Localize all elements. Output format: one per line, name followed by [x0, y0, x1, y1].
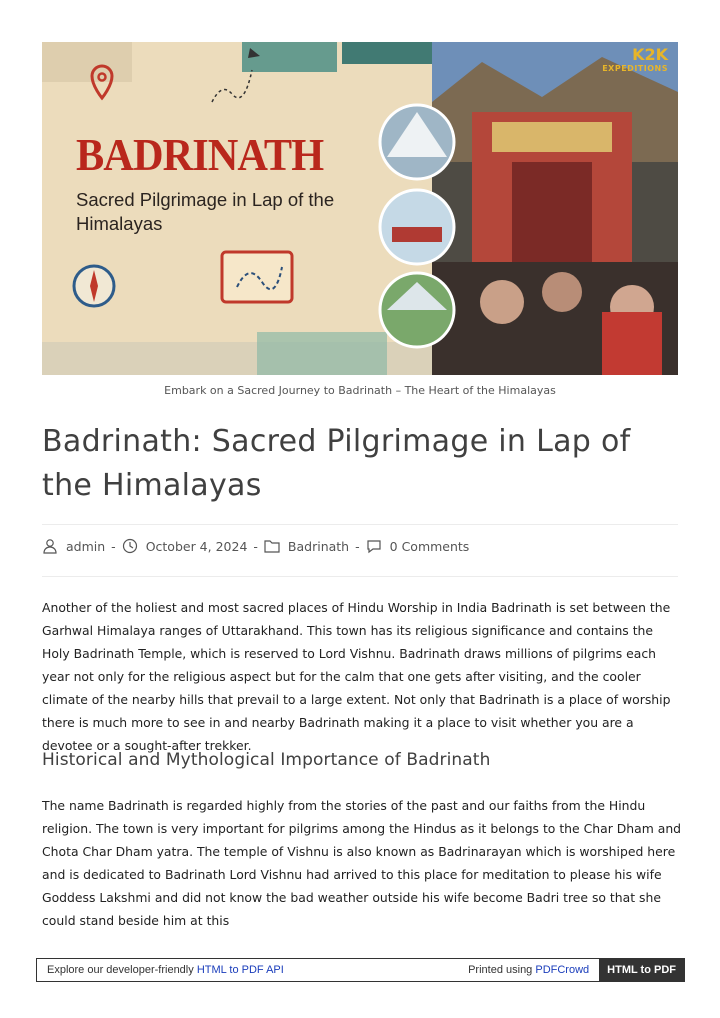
footer-printed [468, 964, 599, 976]
brand-logo [602, 45, 668, 76]
hero-subtitle: Sacred Pilgrimage in Lap of the Himalayas [76, 189, 335, 234]
brand-logo-tagline: EXPEDITIONS [602, 64, 668, 73]
divider-top [42, 524, 678, 525]
post-meta [42, 538, 469, 554]
meta-separator: - [253, 538, 258, 554]
date-link[interactable]: October 4, 2024 [145, 538, 248, 554]
footer-explore-text: Explore our developer-friendly [47, 964, 197, 976]
author-link[interactable]: admin [66, 538, 106, 554]
hero-title: BADRINATH [76, 129, 324, 180]
hero-banner-image [42, 42, 678, 375]
user-icon [42, 538, 58, 554]
section-paragraph: The name Badrinath is regarded highly from the stories of the past and our faiths from the Hindu religion. The town is very important for pilgrims among the Hindus as it belongs to the Char Dham and Chota Char Dham yatra. The temple of Vishnu is also known as Badrinarayan which is worshiped here and is dedicated to Badrinath Lord Vishnu had arrived to this place for meditation to please his wife Goddess Lakshmi and did not know the bad weather outside his wife become Badri tree so that she could stand beside him at this [42, 798, 682, 928]
image-caption: Embark on a Sacred Journey to Badrinath – The Heart of the Himalayas [164, 384, 556, 397]
meta-separator: - [355, 538, 360, 554]
footer-explore [37, 964, 468, 976]
comment-icon [366, 538, 382, 554]
comments-link[interactable]: 0 Comments [389, 538, 470, 554]
clock-icon [122, 538, 138, 554]
intro-paragraph: Another of the holiest and most sacred places of Hindu Worship in India Badrinath is set between the Garhwal Himalaya ranges of Uttarakhand. This town has its religious significance and contains the Holy Badrinath Temple, which is reserved to Lord Vishnu. Badrinath draws millions of pilgrims each year not only for the religious aspect but for the calm that one gets after visiting, and the cooler climate of the nearby hills that prevail to a large extent. Not only that Badrinath is a place of worship there is much more to see in and nearby Badrinath making it a place to visit whether you are a devotee or a sought-after trekker. [42, 600, 671, 753]
category-link[interactable]: Badrinath [287, 538, 350, 554]
brand-logo-name: K2K [632, 45, 668, 64]
divider-bottom [42, 576, 678, 577]
page-title: Badrinath: Sacred Pilgrimage in Lap of the Himalayas [42, 424, 631, 503]
html-to-pdf-api-link[interactable]: HTML to PDF API [196, 964, 284, 976]
section-heading: Historical and Mythological Importance of Badrinath [42, 750, 491, 770]
meta-separator: - [111, 538, 116, 554]
footer-printed-text: Printed using [468, 964, 536, 976]
folder-icon [264, 538, 280, 554]
html-to-pdf-button[interactable]: HTML to PDF [599, 959, 684, 981]
pdf-footer-bar [36, 958, 685, 982]
pdfcrowd-link[interactable]: PDFCrowd [535, 964, 590, 976]
